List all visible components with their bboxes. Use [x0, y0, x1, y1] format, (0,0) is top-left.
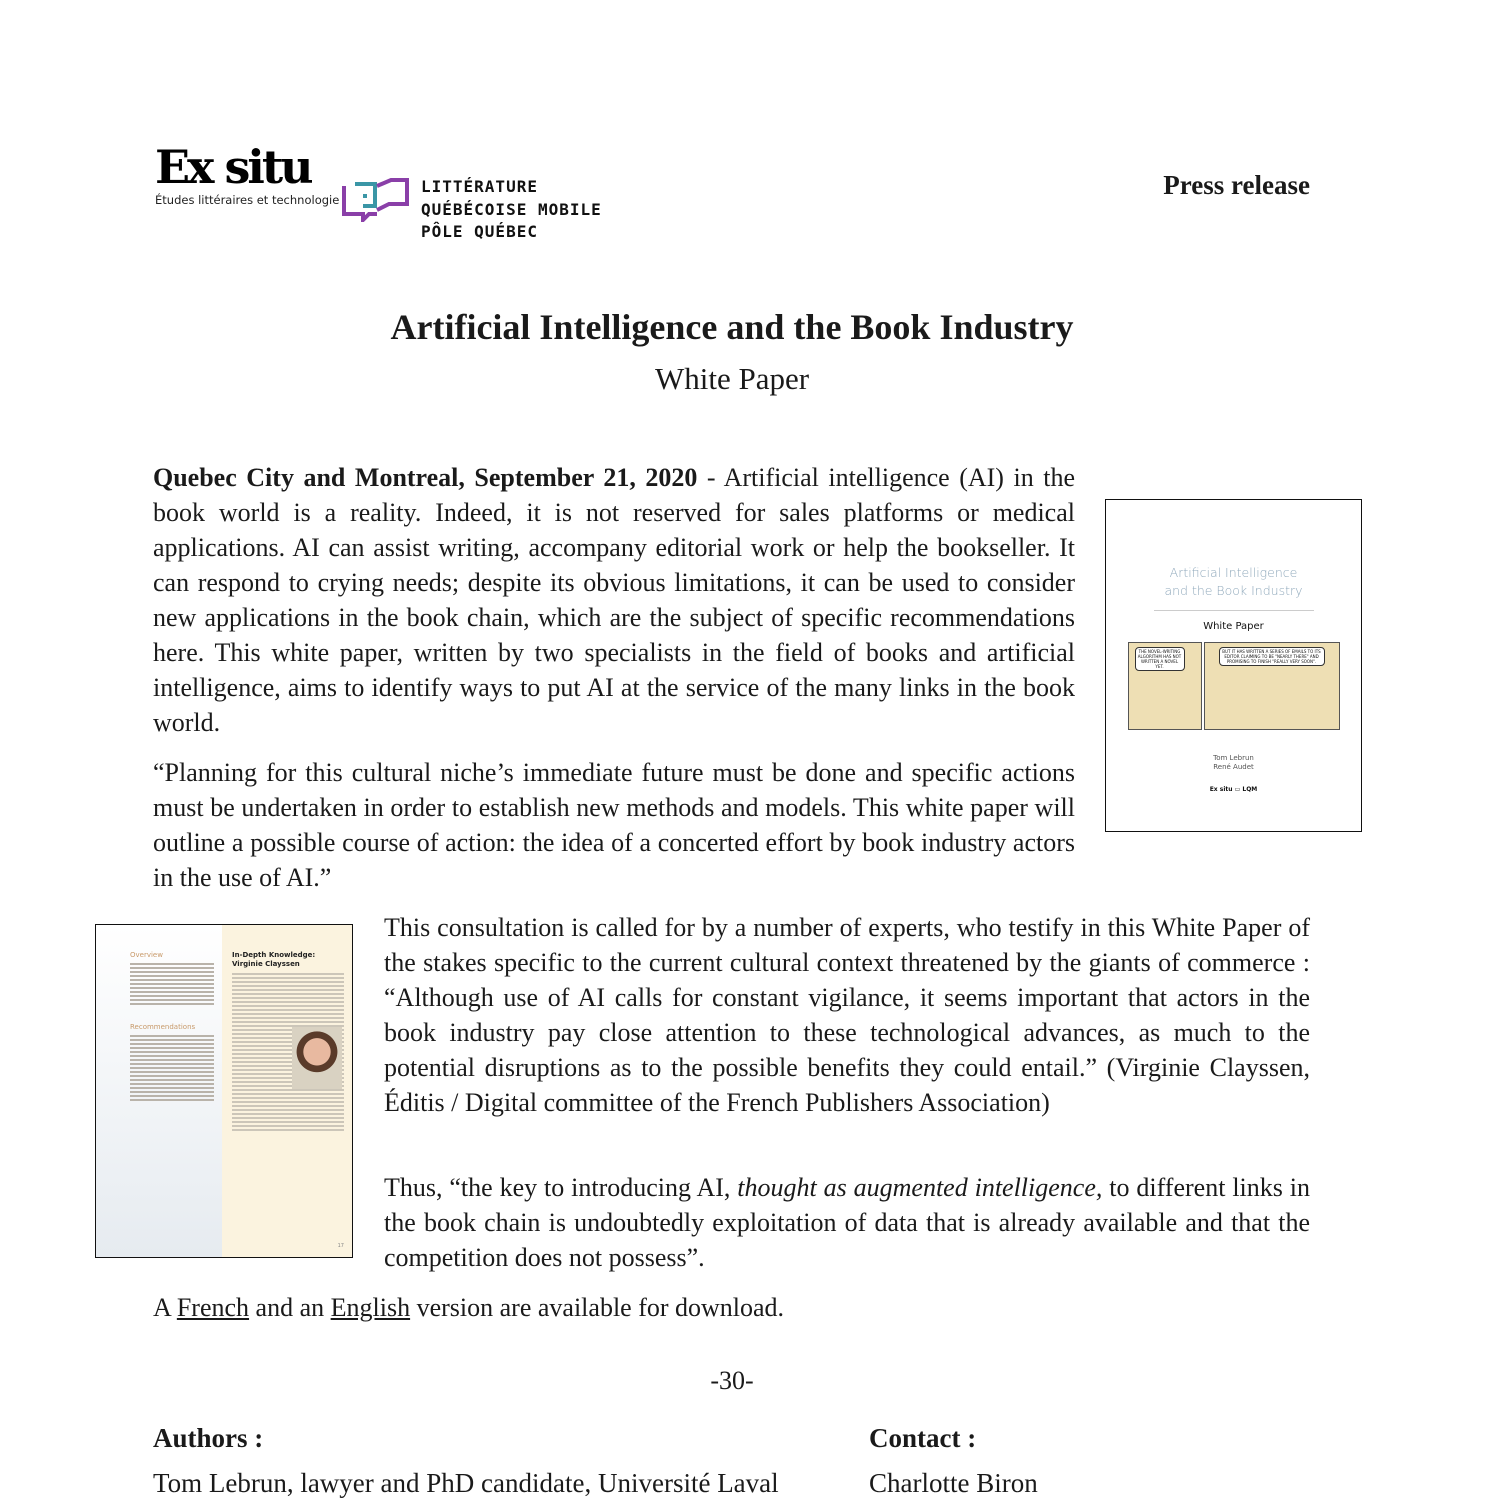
cover-author-1: Tom Lebrun [1213, 754, 1254, 762]
lqm-line-3: PÔLE QUÉBEC [421, 222, 538, 241]
lqm-line-2: QUÉBÉCOISE MOBILE [421, 199, 602, 219]
download-text-c: version are available for download. [410, 1293, 785, 1322]
exsitu-logo-mark: Ex situ [155, 140, 311, 194]
cover-comic-strip [1128, 642, 1340, 730]
press-release-label: Press release [1163, 170, 1310, 200]
contact-entry: Charlotte Biron [869, 1468, 1038, 1498]
comic-bubble-1: THE NOVEL-WRITING ALGORITHM HAS NOT WRITTEN A NOVEL YET. [1135, 647, 1185, 671]
key-text-emphasis: thought as augmented intelligence, [737, 1173, 1103, 1202]
inner-page-image [95, 924, 353, 1258]
exsitu-logo [155, 140, 340, 207]
cover-divider [1154, 610, 1314, 611]
contact-heading: Contact : [869, 1423, 977, 1453]
white-paper-cover-image [1105, 499, 1362, 832]
authors-heading: Authors : [153, 1423, 264, 1453]
sidebar-title-2: Virginie Clayssen [232, 960, 300, 968]
comic-panel-2 [1204, 642, 1340, 730]
paragraph-quote: “Planning for this cultural niche’s immediate future must be done and specific actions must be undertaken in order to establish new methods and models. This white paper will outline a possible course of action: the idea of a concerted effort by book industry actors in the use of AI.” [153, 758, 1075, 892]
key-text-b: to different links in the book chain is undoubtedly exploitation of data that is already available and that the competition does not possess”. [384, 1173, 1310, 1272]
comic-panel-1 [1128, 642, 1202, 730]
download-text-b: and an [249, 1293, 331, 1322]
download-text-a: A [153, 1293, 177, 1322]
french-version-link[interactable]: French [176, 1293, 250, 1322]
lqm-logo [341, 176, 602, 244]
recommendations-heading: Recommendations [130, 1023, 196, 1031]
cover-subtitle: White Paper [1203, 621, 1264, 632]
exsitu-tagline: Études littéraires et technologie [155, 193, 340, 207]
cover-logos: Ex situ ▭ LQM [1209, 786, 1258, 793]
overview-heading: Overview [130, 951, 163, 959]
english-version-link[interactable]: English [330, 1293, 411, 1322]
paragraph-intro [153, 460, 1075, 740]
portrait-photo [292, 1027, 342, 1089]
cover-author-2: René Audet [1213, 763, 1254, 771]
document-subtitle: White Paper [654, 361, 810, 396]
paragraph-download [153, 1290, 1153, 1325]
inner-page-number: 17 [337, 1243, 344, 1249]
paragraph-key [384, 1170, 1310, 1275]
cover-title-line-2: and the Book Industry [1164, 583, 1303, 598]
paragraph-consultation: This consultation is called for by a number of experts, who testify in this White Paper of the stakes specific to the current cultural context threatened by the giants of commerce : “Although use of AI calls for constant vigilance, it seems important that actors in the book industry pay close attention to these technological advances, as much to the potential disruptions as to the possible benefits they could entail.” (Virginie Clayssen, Éditis / Digital committee of the French Publishers Association) [384, 913, 1310, 1117]
open-book-icon [341, 176, 409, 222]
cover-title-line-1: Artificial Intelligence [1169, 565, 1298, 580]
intro-text: - Artificial intelligence (AI) in the book world is a reality. Indeed, it is not reserved for sales platforms or medical applications. AI can assist writing, accompany editorial work or help the bookseller. It can respond to crying needs; despite its obvious limitations, it can be used to consider new applications in the book chain, which are the subject of specific recommendations here. This white paper, written by two specialists in the field of books and artificial intelligence, aims to identify ways to put AI at the service of the many links in the book world. [153, 463, 1075, 737]
dateline: Quebec City and Montreal, September 21, 2020 [153, 463, 698, 492]
document-title: Artificial Intelligence and the Book Industry [390, 307, 1074, 347]
comic-bubble-2: BUT IT HAS WRITTEN A SERIES OF EMAILS TO ITS EDITOR CLAIMING TO BE "NEARLY THERE" AND PROMISING TO FINISH "REALLY VERY SOON". [1219, 647, 1325, 666]
end-marker: -30- [710, 1366, 754, 1395]
key-text-a: Thus, “the key to introducing AI, [384, 1173, 738, 1202]
author-entry: Tom Lebrun, lawyer and PhD candidate, Université Laval [153, 1468, 779, 1498]
sidebar-title-1: In-Depth Knowledge: [232, 951, 316, 959]
lqm-line-1: LITTÉRATURE [421, 177, 538, 196]
